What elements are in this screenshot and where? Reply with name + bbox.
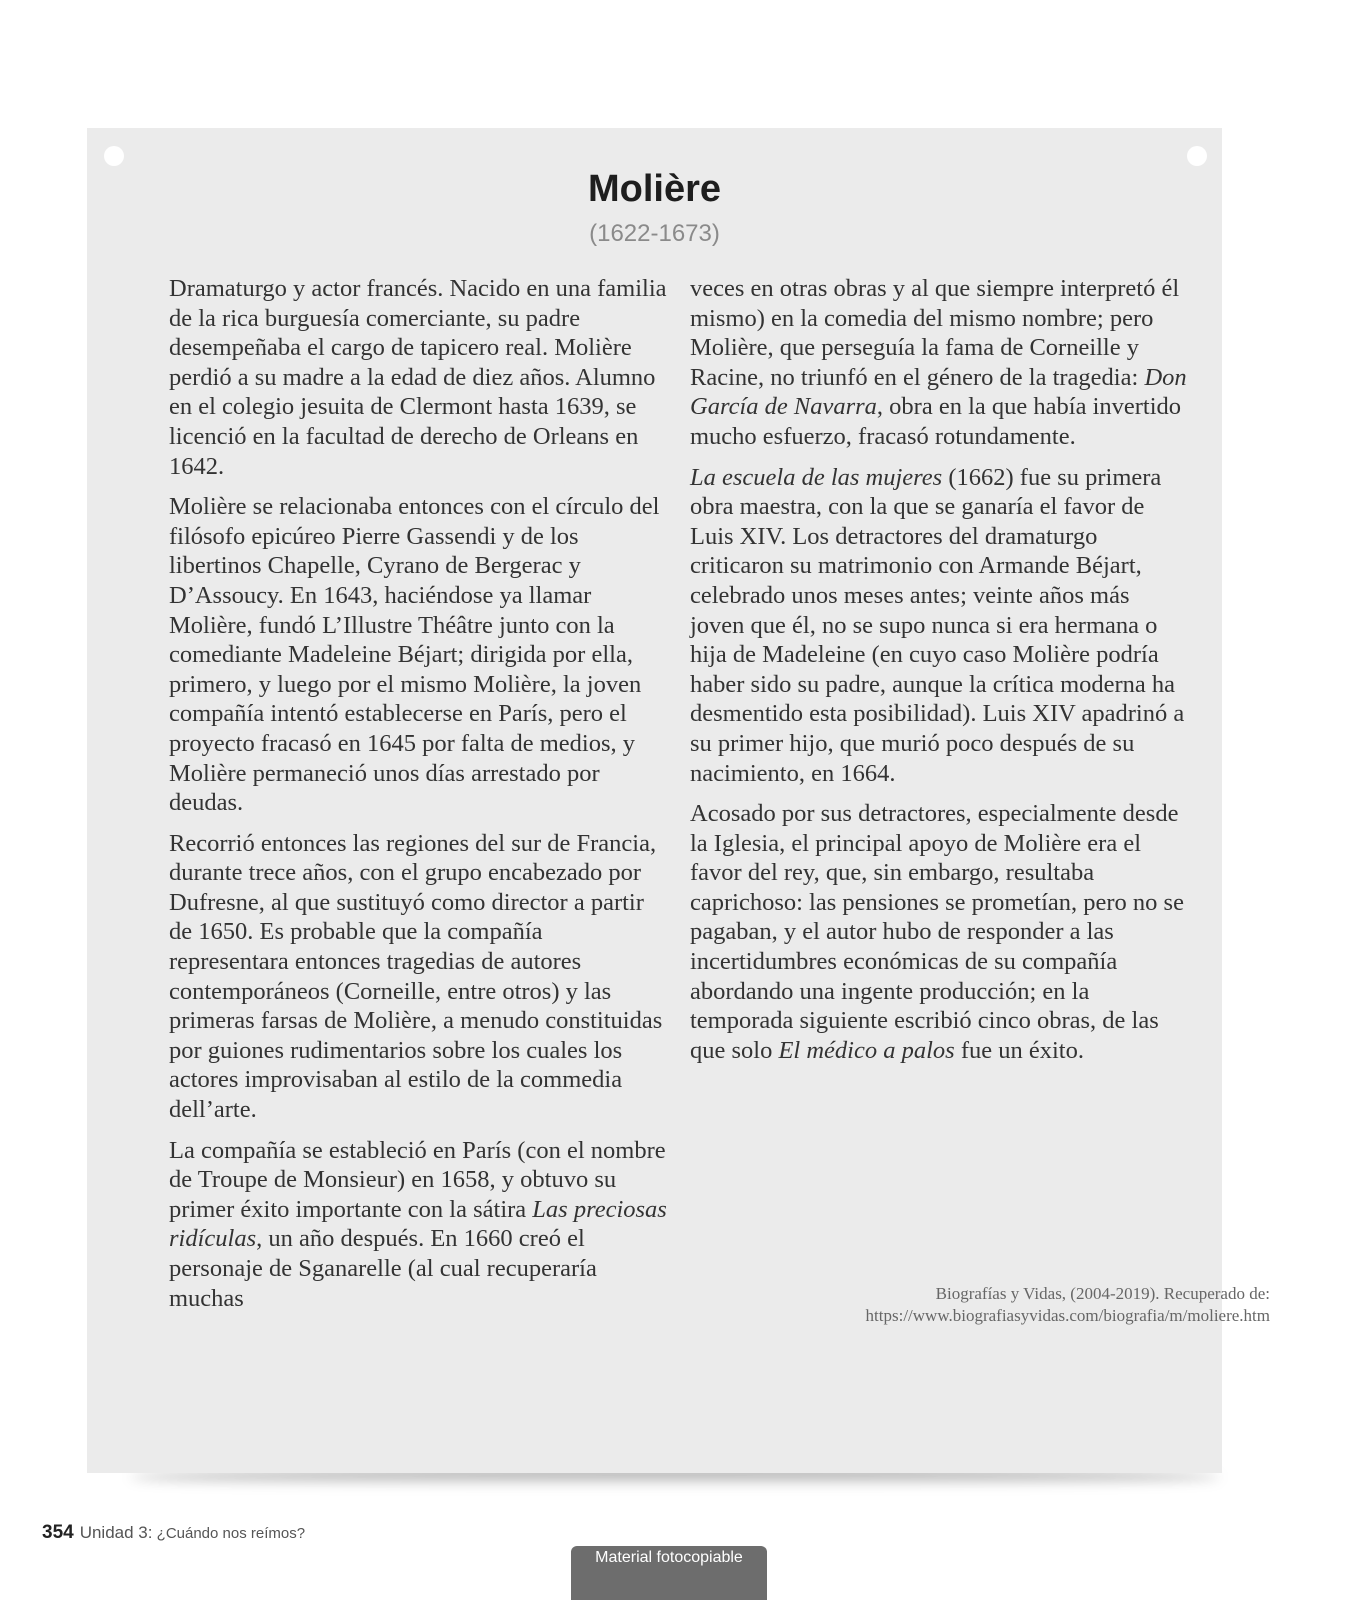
punch-hole-right xyxy=(1187,146,1207,166)
text-run: Acosado por sus detractores, especialmente desde la Iglesia, el principal apoyo de Molière era el favor del rey, que, sin embargo, resultaba caprichoso: las pensiones se prometían, pero no se pagaban, y el autor hubo de responder a las incertidumbres económicas de su compañía abordando una ingente producción; en la temporada siguiente escribió cinco obras, de las que solo xyxy=(690,800,1184,1064)
source-url: https://www.biografiasyvidas.com/biografia/m/moliere.htm xyxy=(865,1306,1270,1325)
paragraph xyxy=(690,799,1188,1065)
paragraph: Dramaturgo y actor francés. Nacido en una familia de la rica burguesía comerciante, su padre desempeñaba el cargo de tapicero real. Molière perdió a su madre a la edad de diez años. Alumno en el colegio jesuita de Clermont hasta 1639, se licenció en la facultad de derecho de Orleans en 1642. xyxy=(169,275,667,480)
text-run: , un año después. En 1660 creó el personaje de Sganarelle (al cual recuperaría muchas xyxy=(169,1225,597,1312)
source-citation xyxy=(690,1283,1270,1327)
text-run: veces en otras obras y al que siempre interpretó él mismo) en la comedia del mismo nombre; pero Molière, que perseguía la fama de Corneille y Racine, no triunfó en el género de la tragedia: xyxy=(690,275,1180,391)
work-title: El médico a palos xyxy=(778,1036,955,1064)
photocopiable-tab: Material fotocopiable xyxy=(571,1546,767,1600)
right-column xyxy=(690,274,1188,1076)
punch-hole-left xyxy=(104,146,124,166)
life-dates: (1622-1673) xyxy=(589,220,720,247)
biography-card xyxy=(87,128,1270,1473)
work-title: Las preciosas ridículas xyxy=(169,1195,667,1253)
paragraph xyxy=(690,463,1188,789)
unit-label: Unidad 3: xyxy=(79,1523,153,1542)
text-run: fue un éxito. xyxy=(954,1036,1084,1064)
paragraph: Molière se relacionaba entonces con el círculo del filósofo epicúreo Pierre Gassendi y de los libertinos Chapelle, Cyrano de Bergerac y D’Assoucy. En 1643, haciéndose ya llamar Molière, fundó L’Illustre Théâtre junto con la comediante Madeleine Béjart; dirigida por ella, primero, y luego por el mismo Molière, la joven compañía intentó establecerse en París, pero el proyecto fracasó en 1645 por falta de medios, y Molière permaneció unos días arrestado por deudas. xyxy=(169,493,660,817)
source-line: Biografías y Vidas, (2004-2019). Recuperado de: xyxy=(935,1284,1270,1303)
left-column xyxy=(169,274,667,1324)
page-title: Molière xyxy=(587,168,722,210)
text-run: La compañía se estableció en París (con el nombre de Troupe de Monsieur) en 1658, y obtuvo su primer éxito importante con la sátira xyxy=(169,1136,666,1223)
page-number: 354 xyxy=(42,1522,74,1543)
page-footer xyxy=(42,1522,305,1544)
paragraph xyxy=(169,1136,667,1314)
work-title: Don García de Navarra xyxy=(690,363,1187,421)
paragraph xyxy=(690,274,1188,452)
text-run: , obra en la que había invertido mucho esfuerzo, fracasó rotundamente. xyxy=(690,393,1182,450)
unit-title: ¿Cuándo nos reímos? xyxy=(152,1525,306,1542)
paragraph: Recorrió entonces las regiones del sur de Francia, durante trece años, con el grupo encabezado por Dufresne, al que sustituyó como director a partir de 1650. Es probable que la compañía representara entonces tragedias de autores contemporáneos (Corneille, entre otros) y las primeras farsas de Molière, a menudo constituidas por guiones rudimentarios sobre los cuales los actores improvisaban al estilo de la commedia dell’arte. xyxy=(169,829,663,1124)
work-title: La escuela de las mujeres xyxy=(690,463,943,491)
text-run: (1662) fue su primera obra maestra, con la que se ganaría el favor de Luis XIV. Los detractores del dramaturgo criticaron su matrimonio con Armande Béjart, celebrado unos meses antes; veinte años más joven que él, no se supo nunca si era hermana o hija de Madeleine (en cuyo caso Molière podría haber sido su padre, aunque la crítica moderna ha desmentido esta posibilidad). Luis XIV apadrinó a su primer hijo, que murió poco después de su nacimiento, en 1664. xyxy=(690,463,1185,787)
